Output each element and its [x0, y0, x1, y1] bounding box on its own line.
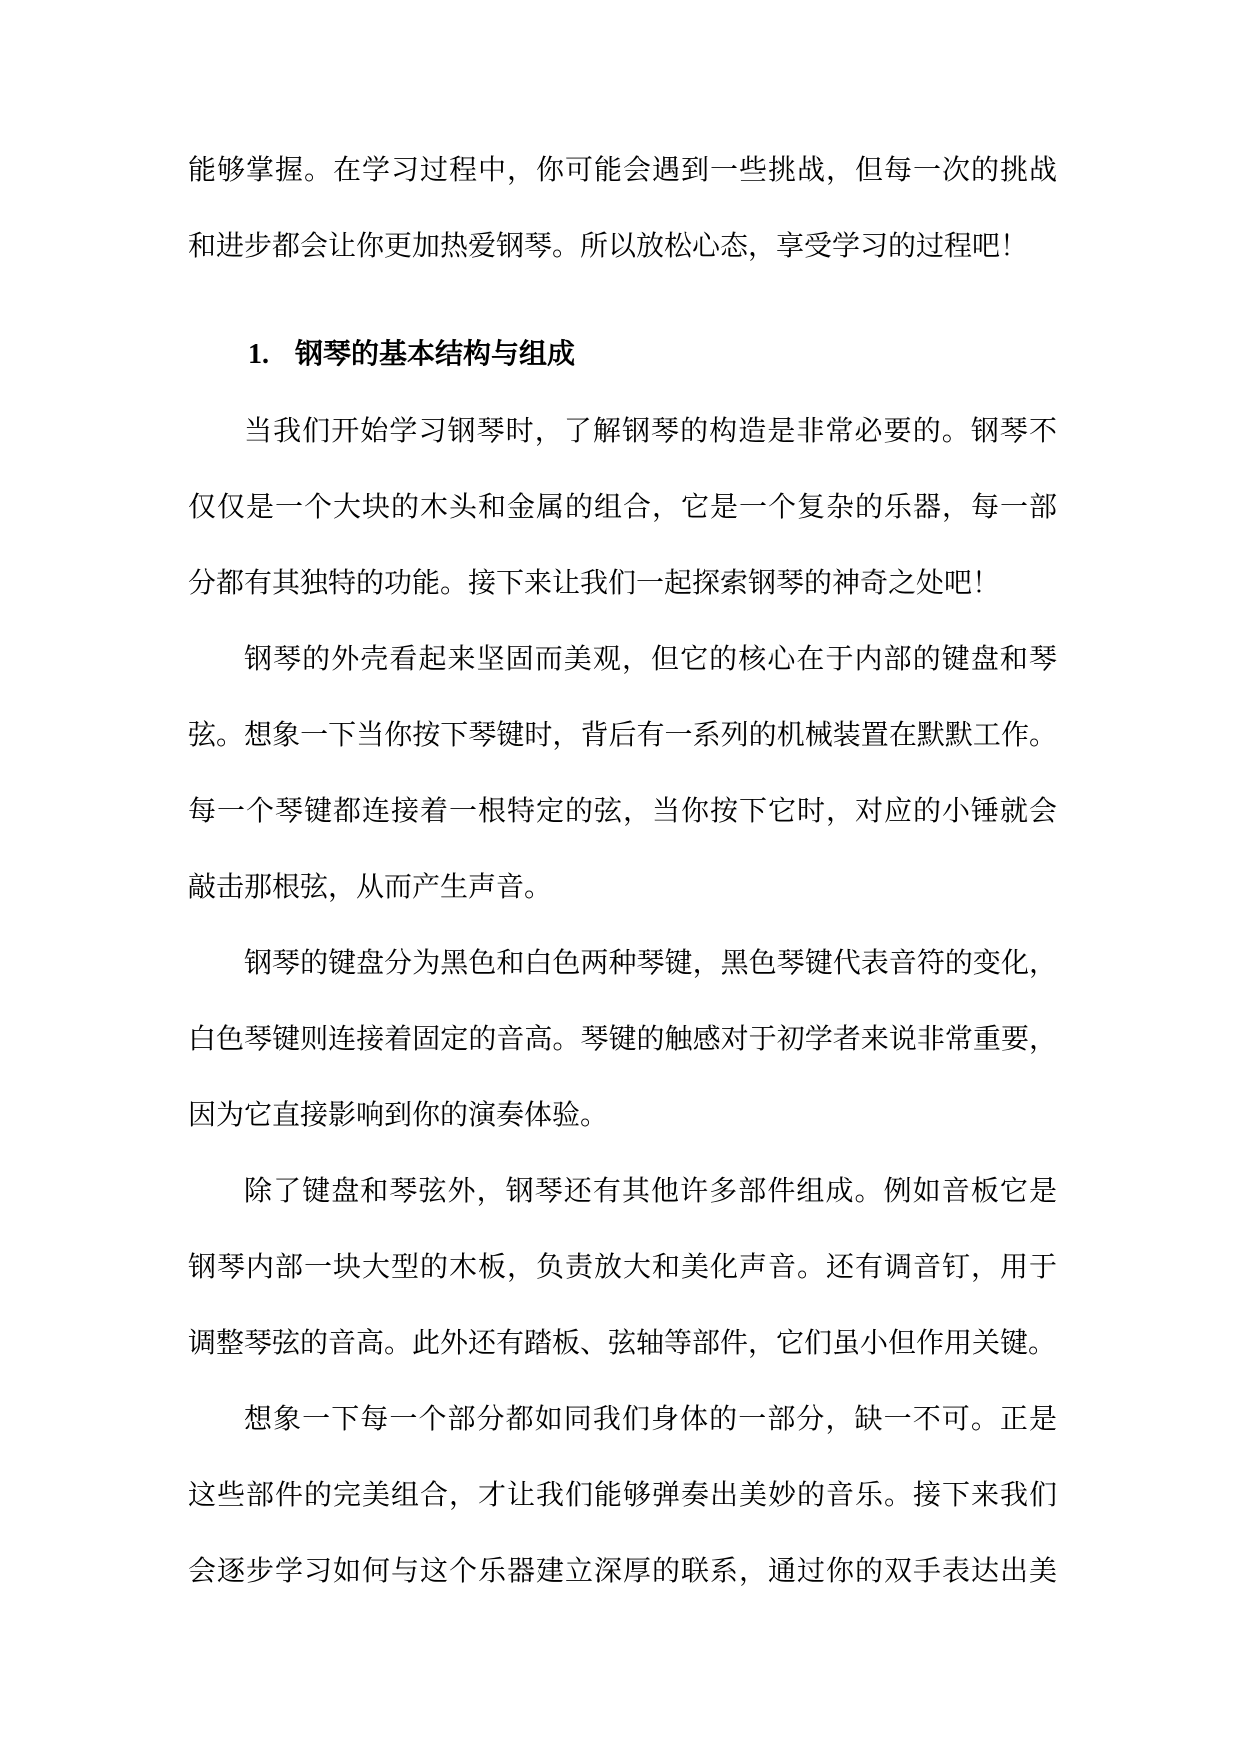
section-number: 1. [248, 339, 269, 370]
paragraph-line: 钢琴内部一块大型的木板，负责放大和美化声音。还有调音钉，用于 [188, 1252, 1057, 1283]
paragraph [188, 1382, 1057, 1610]
paragraph [188, 394, 1057, 622]
paragraph [188, 1154, 1057, 1382]
intro-paragraph [188, 133, 1057, 285]
section-heading [188, 317, 1057, 393]
paragraph-line: 想象一下每一个部分都如同我们身体的一部分，缺一不可。正是 [244, 1404, 1057, 1435]
paragraph-line: 当我们开始学习钢琴时，了解钢琴的构造是非常必要的。钢琴不 [244, 416, 1057, 447]
page-body [188, 133, 1057, 1610]
paragraph-line: 调整琴弦的音高。此外还有踏板、弦轴等部件，它们虽小但作用关键。 [188, 1328, 1057, 1359]
paragraph-line: 除了键盘和琴弦外，钢琴还有其他许多部件组成。例如音板它是 [244, 1176, 1057, 1207]
paragraph [188, 926, 1057, 1154]
paragraph-line: 会逐步学习如何与这个乐器建立深厚的联系，通过你的双手表达出美 [188, 1556, 1057, 1587]
paragraph-line: 分都有其独特的功能。接下来让我们一起探索钢琴的神奇之处吧！ [188, 568, 1001, 599]
paragraph-line: 白色琴键则连接着固定的音高。琴键的触感对于初学者来说非常重要， [188, 1024, 1057, 1055]
paragraph-line: 和进步都会让你更加热爱钢琴。所以放松心态，享受学习的过程吧！ [188, 231, 1029, 262]
paragraph-line: 这些部件的完美组合，才让我们能够弹奏出美妙的音乐。接下来我们 [188, 1480, 1057, 1511]
paragraph [188, 622, 1057, 926]
paragraph-line: 因为它直接影响到你的演奏体验。 [188, 1100, 609, 1131]
section-title: 钢琴的基本结构与组成 [295, 339, 576, 370]
paragraph-line: 仅仅是一个大块的木头和金属的组合，它是一个复杂的乐器，每一部 [188, 492, 1057, 523]
paragraph-line: 敲击那根弦，从而产生声音。 [188, 872, 553, 903]
paragraph-line: 弦。想象一下当你按下琴键时，背后有一系列的机械装置在默默工作。 [188, 720, 1057, 751]
paragraph-line: 能够掌握。在学习过程中，你可能会遇到一些挑战，但每一次的挑战 [188, 155, 1057, 186]
paragraph-line: 每一个琴键都连接着一根特定的弦，当你按下它时，对应的小锤就会 [188, 796, 1057, 827]
paragraph-line: 钢琴的键盘分为黑色和白色两种琴键，黑色琴键代表音符的变化， [244, 948, 1057, 979]
paragraph-line: 钢琴的外壳看起来坚固而美观，但它的核心在于内部的键盘和琴 [244, 644, 1057, 675]
